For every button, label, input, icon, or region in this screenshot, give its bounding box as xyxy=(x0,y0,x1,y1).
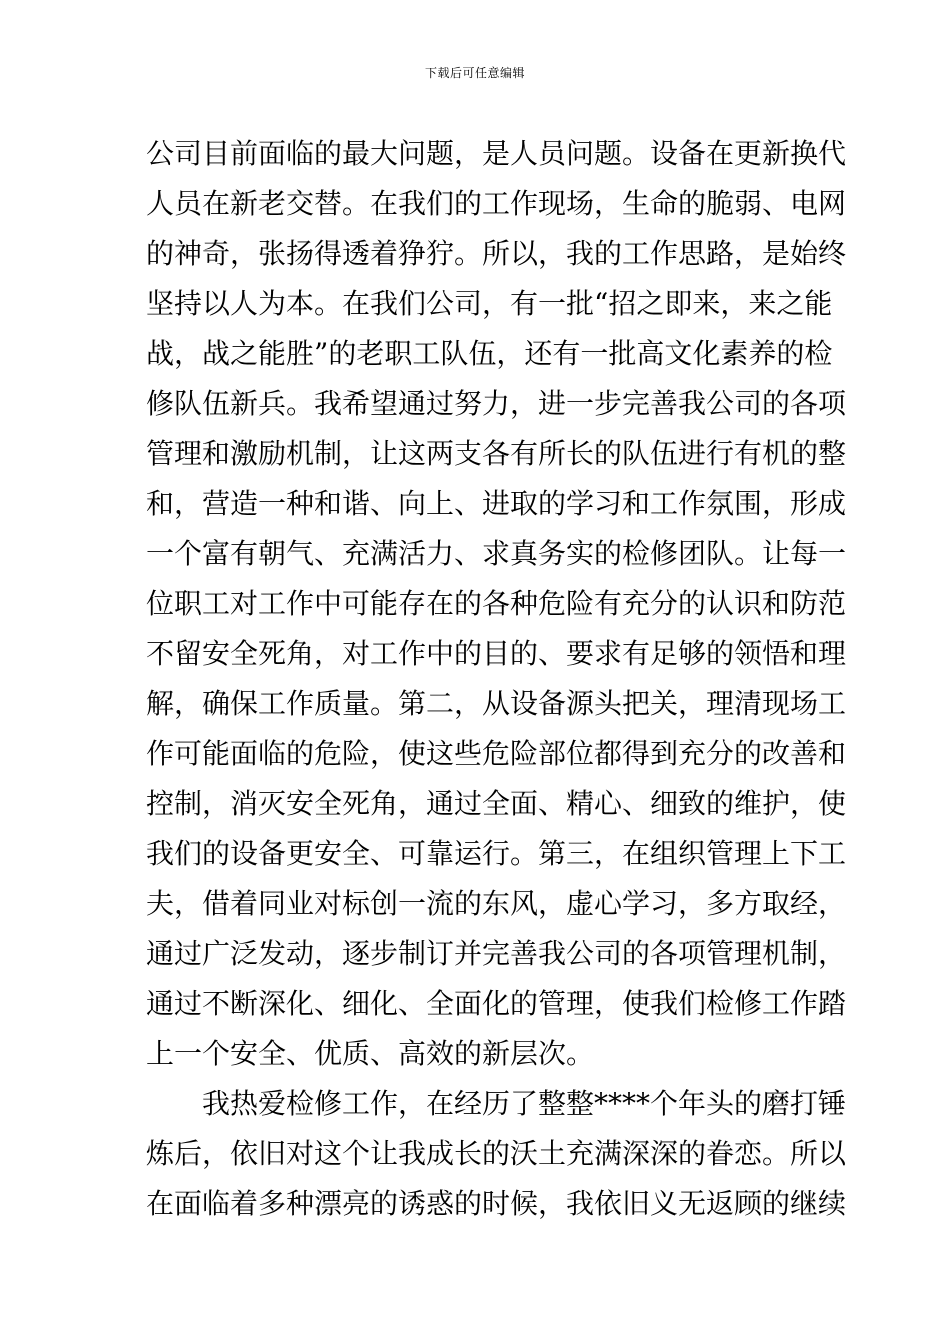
text-line: 控制，消灭安全死角，通过全面、精心、细致的维护，使 xyxy=(146,787,847,820)
text-line: 作可能面临的危险，使这些危险部位都得到充分的改善和 xyxy=(146,737,847,770)
text-line: 管理和激励机制，让这两支各有所长的队伍进行有机的整 xyxy=(146,437,847,470)
document-body xyxy=(146,129,847,1229)
page-header: 下载后可任意编辑 xyxy=(424,66,525,80)
text-line: 位职工对工作中可能存在的各种危险有充分的认识和防范 xyxy=(146,587,847,620)
text-line: 一个富有朝气、充满活力、求真务实的检修团队。让每一 xyxy=(146,537,847,570)
text-line: 我热爱检修工作，在经历了整整****个年头的磨打锤 xyxy=(202,1087,847,1120)
text-line: 我们的设备更安全、可靠运行。第三，在组织管理上下工 xyxy=(146,837,847,870)
paragraph-1 xyxy=(146,129,847,1079)
text-line: 炼后，依旧对这个让我成长的沃土充满深深的眷恋。所以 xyxy=(146,1137,847,1170)
text-line: 在面临着多种漂亮的诱惑的时候，我依旧义无返顾的继续 xyxy=(146,1187,847,1220)
text-line: 人员在新老交替。在我们的工作现场，生命的脆弱、电网 xyxy=(146,187,847,220)
text-line: 和，营造一种和谐、向上、进取的学习和工作氛围，形成 xyxy=(146,487,847,520)
text-line: 战，战之能胜”的老职工队伍，还有一批高文化素养的检 xyxy=(146,337,833,370)
text-line: 解，确保工作质量。第二，从设备源头把关，理清现场工 xyxy=(146,687,847,720)
text-line: 通过不断深化、细化、全面化的管理，使我们检修工作踏 xyxy=(146,987,847,1020)
text-line: 上一个安全、优质、高效的新层次。 xyxy=(146,1037,595,1070)
text-line: 公司目前面临的最大问题，是人员问题。设备在更新换代 xyxy=(146,137,847,170)
text-line: 不留安全死角，对工作中的目的、要求有足够的领悟和理 xyxy=(146,637,847,670)
text-line: 修队伍新兵。我希望通过努力，进一步完善我公司的各项 xyxy=(146,387,847,420)
text-line: 通过广泛发动，逐步制订并完善我公司的各项管理机制， xyxy=(146,937,847,970)
text-line: 夫，借着同业对标创一流的东风，虚心学习，多方取经， xyxy=(146,887,847,920)
text-line: 的神奇，张扬得透着狰狞。所以，我的工作思路，是始终 xyxy=(146,237,847,270)
paragraph-2 xyxy=(146,1079,847,1229)
text-line: 坚持以人为本。在我们公司，有一批“招之即来，来之能 xyxy=(146,287,833,320)
